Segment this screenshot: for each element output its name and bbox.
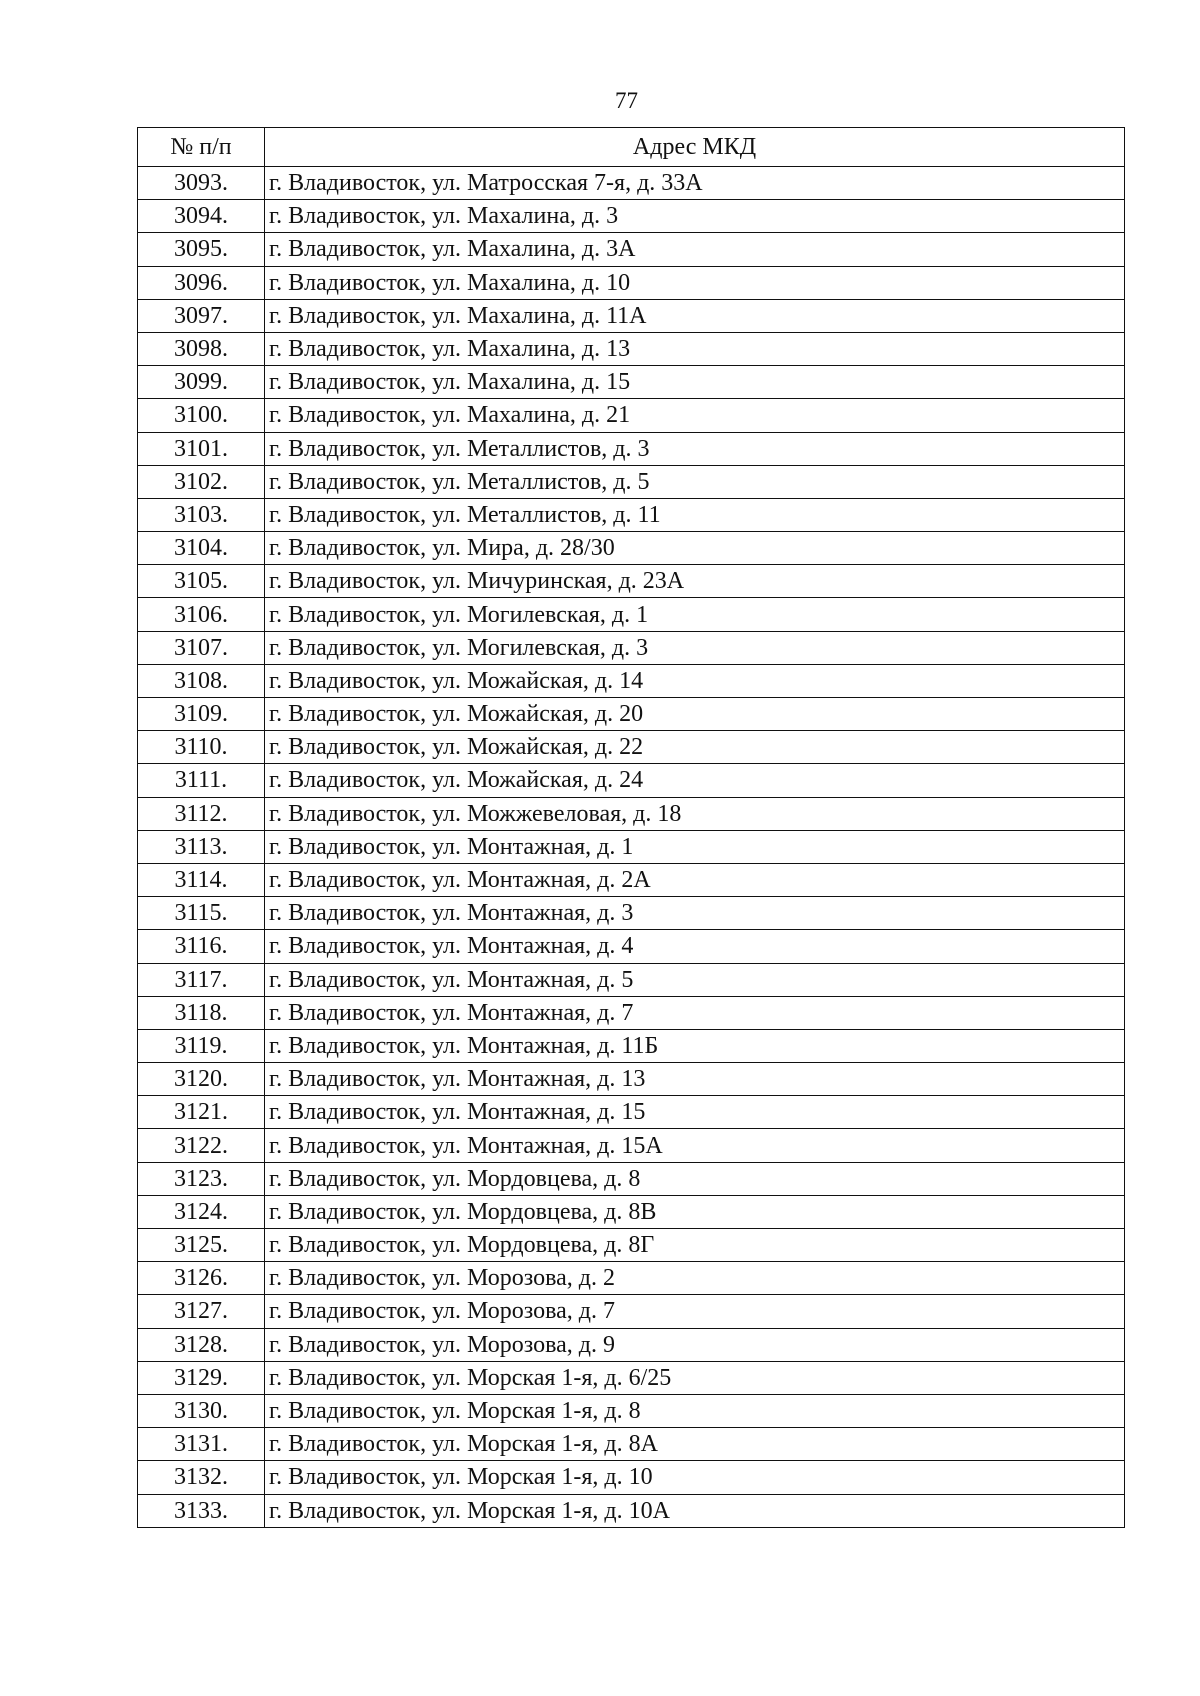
row-number: 3130. [138,1394,265,1427]
row-address: г. Владивосток, ул. Морская 1-я, д. 8А [265,1428,1125,1461]
table-row [138,830,1125,863]
row-number: 3122. [138,1129,265,1162]
row-address: г. Владивосток, ул. Махалина, д. 15 [265,366,1125,399]
row-number: 3110. [138,731,265,764]
row-address: г. Владивосток, ул. Морская 1-я, д. 6/25 [265,1361,1125,1394]
table-row [138,598,1125,631]
row-address: г. Владивосток, ул. Металлистов, д. 5 [265,465,1125,498]
page-number: 77 [615,88,638,113]
row-number: 3098. [138,332,265,365]
row-number: 3114. [138,863,265,896]
row-number: 3097. [138,299,265,332]
table-row [138,664,1125,697]
row-address: г. Владивосток, ул. Махалина, д. 13 [265,332,1125,365]
row-address: г. Владивосток, ул. Морозова, д. 9 [265,1328,1125,1361]
row-address: г. Владивосток, ул. Монтажная, д. 4 [265,930,1125,963]
row-address: г. Владивосток, ул. Мордовцева, д. 8В [265,1195,1125,1228]
table-row [138,631,1125,664]
row-number: 3102. [138,465,265,498]
row-number: 3133. [138,1494,265,1527]
row-address: г. Владивосток, ул. Морская 1-я, д. 10А [265,1494,1125,1527]
table-row [138,1029,1125,1062]
row-address: г. Владивосток, ул. Могилевская, д. 1 [265,598,1125,631]
row-number: 3129. [138,1361,265,1394]
row-number: 3104. [138,532,265,565]
row-address: г. Владивосток, ул. Монтажная, д. 1 [265,830,1125,863]
header-number: № п/п [138,128,265,167]
row-number: 3115. [138,897,265,930]
table-row [138,498,1125,531]
row-number: 3112. [138,797,265,830]
row-address: г. Владивосток, ул. Монтажная, д. 5 [265,963,1125,996]
row-address: г. Владивосток, ул. Монтажная, д. 15А [265,1129,1125,1162]
table-row [138,366,1125,399]
table-row [138,266,1125,299]
address-table [137,127,1125,1528]
table-row [138,863,1125,896]
table-row [138,731,1125,764]
row-number: 3113. [138,830,265,863]
row-number: 3132. [138,1461,265,1494]
table-row [138,963,1125,996]
table-row [138,1428,1125,1461]
table-row [138,465,1125,498]
row-number: 3127. [138,1295,265,1328]
table-row [138,1063,1125,1096]
row-address: г. Владивосток, ул. Морская 1-я, д. 10 [265,1461,1125,1494]
row-number: 3123. [138,1162,265,1195]
header-row [138,128,1125,167]
row-address: г. Владивосток, ул. Морская 1-я, д. 8 [265,1394,1125,1427]
row-address: г. Владивосток, ул. Могилевская, д. 3 [265,631,1125,664]
table-row [138,930,1125,963]
row-address: г. Владивосток, ул. Можайская, д. 14 [265,664,1125,697]
table-row [138,200,1125,233]
table-row [138,299,1125,332]
row-address: г. Владивосток, ул. Монтажная, д. 3 [265,897,1125,930]
row-address: г. Владивосток, ул. Металлистов, д. 11 [265,498,1125,531]
row-address: г. Владивосток, ул. Матросская 7-я, д. 33А [265,167,1125,200]
row-number: 3093. [138,167,265,200]
row-number: 3109. [138,698,265,731]
row-address: г. Владивосток, ул. Можайская, д. 20 [265,698,1125,731]
row-address: г. Владивосток, ул. Монтажная, д. 7 [265,996,1125,1029]
table-row [138,1461,1125,1494]
table-row [138,897,1125,930]
table-row [138,233,1125,266]
row-number: 3094. [138,200,265,233]
row-number: 3125. [138,1229,265,1262]
table-row [138,1229,1125,1262]
row-number: 3124. [138,1195,265,1228]
row-address: г. Владивосток, ул. Морозова, д. 7 [265,1295,1125,1328]
row-address: г. Владивосток, ул. Металлистов, д. 3 [265,432,1125,465]
row-number: 3101. [138,432,265,465]
row-number: 3107. [138,631,265,664]
row-number: 3095. [138,233,265,266]
table-row [138,698,1125,731]
row-address: г. Владивосток, ул. Можайская, д. 24 [265,764,1125,797]
table-row [138,764,1125,797]
table-row [138,1361,1125,1394]
table-row [138,565,1125,598]
row-address: г. Владивосток, ул. Монтажная, д. 13 [265,1063,1125,1096]
table-row [138,532,1125,565]
row-address: г. Владивосток, ул. Можайская, д. 22 [265,731,1125,764]
table-row [138,1328,1125,1361]
row-number: 3100. [138,399,265,432]
row-number: 3103. [138,498,265,531]
row-number: 3121. [138,1096,265,1129]
table-body [138,167,1125,1528]
row-address: г. Владивосток, ул. Морозова, д. 2 [265,1262,1125,1295]
row-number: 3126. [138,1262,265,1295]
table-row [138,167,1125,200]
row-number: 3108. [138,664,265,697]
table-row [138,1162,1125,1195]
table-row [138,332,1125,365]
table-row [138,1494,1125,1527]
row-address: г. Владивосток, ул. Махалина, д. 3А [265,233,1125,266]
row-number: 3117. [138,963,265,996]
row-address: г. Владивосток, ул. Можжевеловая, д. 18 [265,797,1125,830]
row-address: г. Владивосток, ул. Махалина, д. 21 [265,399,1125,432]
table-row [138,1394,1125,1427]
row-number: 3131. [138,1428,265,1461]
table-row [138,1295,1125,1328]
table-row [138,1195,1125,1228]
row-address: г. Владивосток, ул. Монтажная, д. 15 [265,1096,1125,1129]
row-number: 3111. [138,764,265,797]
row-number: 3119. [138,1029,265,1062]
row-address: г. Владивосток, ул. Махалина, д. 10 [265,266,1125,299]
table-row [138,399,1125,432]
table-row [138,432,1125,465]
row-address: г. Владивосток, ул. Мира, д. 28/30 [265,532,1125,565]
table-row [138,1129,1125,1162]
header-address: Адрес МКД [265,128,1125,167]
row-number: 3096. [138,266,265,299]
row-address: г. Владивосток, ул. Мордовцева, д. 8 [265,1162,1125,1195]
row-address: г. Владивосток, ул. Мичуринская, д. 23А [265,565,1125,598]
row-number: 3128. [138,1328,265,1361]
table-row [138,1096,1125,1129]
row-address: г. Владивосток, ул. Мордовцева, д. 8Г [265,1229,1125,1262]
row-number: 3106. [138,598,265,631]
table-row [138,1262,1125,1295]
row-number: 3099. [138,366,265,399]
row-number: 3120. [138,1063,265,1096]
row-number: 3105. [138,565,265,598]
row-address: г. Владивосток, ул. Монтажная, д. 2А [265,863,1125,896]
row-address: г. Владивосток, ул. Монтажная, д. 11Б [265,1029,1125,1062]
table-header [138,128,1125,167]
row-address: г. Владивосток, ул. Махалина, д. 11А [265,299,1125,332]
table-row [138,996,1125,1029]
table-row [138,797,1125,830]
row-number: 3116. [138,930,265,963]
row-number: 3118. [138,996,265,1029]
row-address: г. Владивосток, ул. Махалина, д. 3 [265,200,1125,233]
